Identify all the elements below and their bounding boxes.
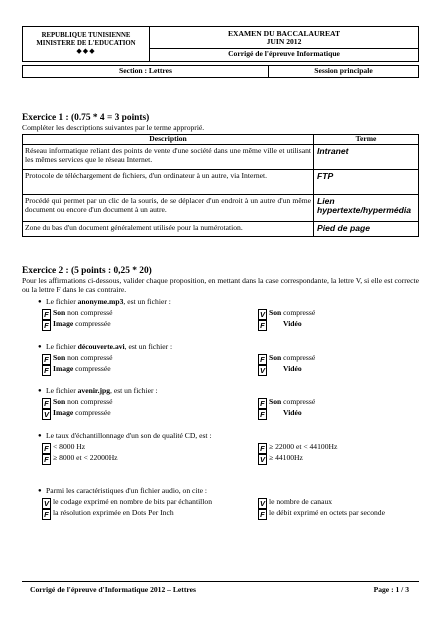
option-label: compressé (281, 308, 316, 317)
ministry-line1: REPUBLIQUE TUNISIENNE (41, 32, 131, 40)
question-4 (38, 432, 212, 441)
answer-checkbox[interactable]: V (259, 455, 266, 464)
option-3-4 (258, 409, 302, 420)
question-5 (38, 487, 207, 496)
ministry-line2: MINISTERE DE L'EDUCATION (36, 40, 136, 48)
table-row (23, 222, 419, 237)
row-term: FTP (314, 170, 419, 195)
option-label: compressée (73, 408, 111, 417)
question-text: Le fichier (46, 297, 78, 306)
exercise1-instruction: Compléter les descriptions suivantes par le terme approprié. (22, 123, 205, 132)
row-term: Lien hypertexte/hypermédia (314, 195, 419, 222)
option-2-4 (258, 365, 302, 376)
answer-checkbox[interactable]: F (258, 409, 267, 420)
option-keyword: Image (53, 408, 74, 417)
option-5-4 (258, 509, 385, 520)
bullet-icon: ● (38, 433, 42, 439)
exercise2-title: Exercice 2 : (5 points : 0,25 * 20) (22, 266, 152, 276)
answer-checkbox[interactable]: F (42, 365, 51, 376)
option-label: le nombre de canaux (269, 497, 333, 506)
row-description: Réseau informatique reliant des points de vente d'une société dans une même ville et utilisant les mêmes services que le réseau Internet. (23, 145, 314, 170)
question-filename: anonyme.mp3 (77, 297, 124, 306)
option-label: non compressé (65, 397, 113, 406)
exam-date: JUIN 2012 (266, 37, 302, 47)
ministry-cell (23, 27, 150, 62)
option-keyword: Image (53, 364, 74, 373)
answer-checkbox[interactable]: F (258, 443, 267, 454)
answer-checkbox[interactable]: V (43, 410, 50, 419)
exam-subject: Corrigé de l'épreuve Informatique (150, 48, 418, 59)
footer-left: Corrigé de l'épreuve d'Informatique 2012 – Lettres (30, 585, 196, 594)
answer-checkbox[interactable]: F (42, 354, 51, 365)
row-term: Pied de page (314, 222, 419, 237)
answer-checkbox[interactable]: F (258, 509, 267, 520)
option-1-4 (258, 320, 302, 331)
question-filename: avenir.jpg (77, 386, 111, 395)
answer-checkbox[interactable]: V (259, 310, 266, 319)
option-label: Vidéo (283, 364, 302, 373)
option-keyword: Son (269, 397, 282, 406)
answer-checkbox[interactable]: V (259, 366, 266, 375)
option-label: le codage exprimé en nombre de bits par échantillon (53, 497, 212, 506)
footer-page-number: Page : 1 / 3 (373, 585, 409, 594)
table-row (23, 195, 419, 222)
option-2-3 (42, 365, 111, 376)
answer-checkbox[interactable]: F (258, 354, 267, 365)
question-text-end: , est un fichier : (110, 386, 158, 395)
row-description: Procédé qui permet par un clic de la souris, de se déplacer d'un endroit à un autre d'un même document ou encore d'un document à un autre. (23, 195, 314, 222)
question-text-end: , est un fichier : (124, 342, 173, 351)
row-description: Zone du bas d'un document généralement utilisée pour la numérotation. (23, 222, 314, 237)
option-label: Vidéo (283, 319, 302, 328)
question-1 (38, 298, 171, 307)
exercise1-title: Exercice 1 : (0.75 * 4 = 3 points) (22, 113, 150, 123)
answer-checkbox[interactable]: F (258, 398, 267, 409)
question-text: Le fichier (46, 386, 78, 395)
option-label: le débit exprimé en octets par seconde (269, 508, 385, 517)
option-keyword: Image (53, 319, 74, 328)
option-label: la résolution exprimée en Dots Per Inch (53, 508, 174, 517)
option-label: non compressé (65, 308, 113, 317)
question-text-end: , est un fichier : (123, 297, 171, 306)
option-label: compressé (281, 353, 316, 362)
answer-checkbox[interactable]: F (42, 443, 51, 454)
answer-checkbox[interactable]: F (42, 320, 51, 331)
option-label: compressée (73, 364, 111, 373)
question-3 (38, 387, 158, 396)
option-keyword: Son (53, 308, 66, 317)
option-1-3 (42, 320, 111, 331)
answer-checkbox[interactable]: F (42, 454, 51, 465)
session-cell: Session principale (269, 66, 419, 78)
question-2 (38, 343, 172, 352)
option-keyword: Son (269, 353, 282, 362)
option-5-3 (42, 509, 174, 520)
question-text: Parmi les caractéristiques d'un fichier audio, on cite : (46, 486, 207, 495)
col-term: Terme (314, 135, 419, 145)
option-label: compressé (281, 397, 316, 406)
option-4-3 (42, 454, 118, 465)
answer-checkbox[interactable]: F (42, 509, 51, 520)
section-table (22, 65, 419, 78)
bullet-icon: ● (38, 299, 42, 305)
question-filename: découverte.avi (77, 342, 125, 351)
footer-divider (22, 581, 419, 582)
table-row (23, 145, 419, 170)
question-text: Le fichier (46, 342, 78, 351)
row-description: Protocole de téléchargement de fichiers, d'un ordinateur à un autre, via Internet. (23, 170, 314, 195)
option-label: non compressé (65, 353, 113, 362)
exam-title: EXAMEN DU BACCALAUREAT (227, 28, 341, 38)
col-description: Description (23, 135, 314, 145)
table-row (23, 170, 419, 195)
option-label: ≥ 22000 et < 44100Hz (269, 442, 338, 451)
section-cell: Section : Lettres (23, 66, 269, 78)
row-term: Intranet (314, 145, 419, 170)
exam-cell (150, 27, 419, 62)
option-3-3 (42, 409, 111, 420)
question-text: Le taux d'échantillonnage d'un son de qualité CD, est : (46, 431, 212, 440)
bullet-icon: ● (38, 344, 42, 350)
option-4-4 (258, 454, 303, 465)
ministry-mark: ◆◆◆ (76, 46, 96, 55)
answer-checkbox[interactable]: V (43, 499, 50, 508)
header-table (22, 26, 419, 62)
bullet-icon: ● (38, 488, 42, 494)
option-keyword: Son (53, 397, 66, 406)
exercise1-table (22, 134, 419, 237)
option-label: ≥ 44100Hz (269, 453, 303, 462)
option-label: < 8000 Hz (53, 442, 86, 451)
answer-checkbox[interactable]: F (258, 320, 267, 331)
option-keyword: Son (53, 353, 66, 362)
answer-checkbox[interactable]: F (42, 398, 51, 409)
answer-checkbox[interactable]: F (42, 309, 51, 320)
option-label: compressée (73, 319, 111, 328)
answer-checkbox[interactable]: V (259, 499, 266, 508)
bullet-icon: ● (38, 388, 42, 394)
exercise2-instruction: Pour les affirmations ci-dessous, valider chaque proposition, en mettant dans la case correspondante, la lettre V, si elle est correcte ou la lettre F dans le cas contraire. (22, 276, 419, 294)
option-keyword: Son (269, 308, 282, 317)
option-label: ≥ 8000 et < 22000Hz (53, 453, 118, 462)
option-label: Vidéo (283, 408, 302, 417)
